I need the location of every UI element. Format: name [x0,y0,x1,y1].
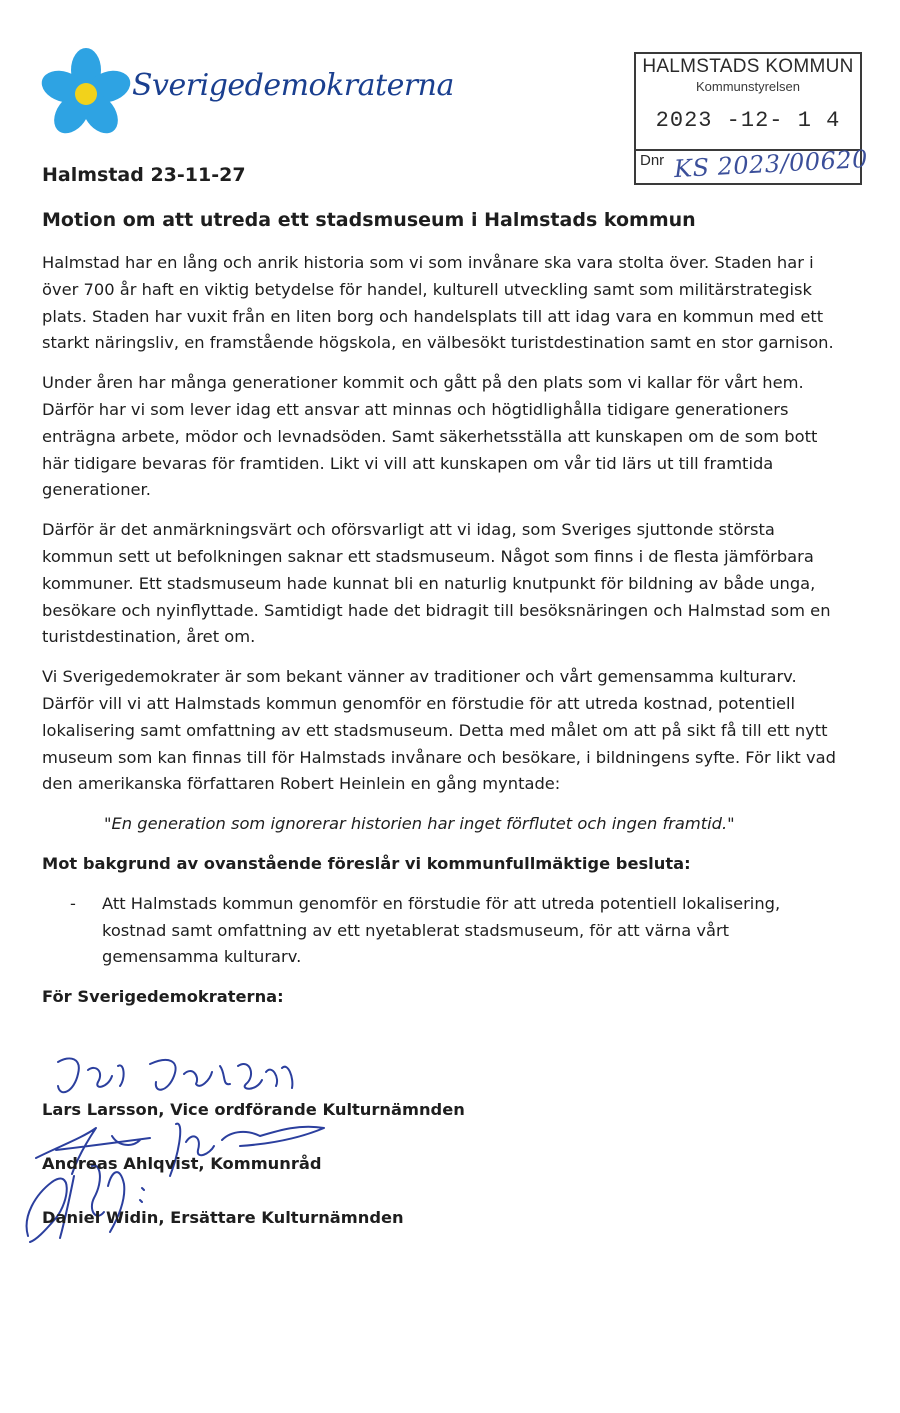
letter-title: Motion om att utreda ett stadsmuseum i Halmstads kommun [42,209,696,231]
paragraph-2: Under åren har många generationer kommit och gått på den plats som vi kallar för vårt hem. Därför har vi som lever idag ett ansvar att minnas och högtidlighålla tidigare generationers enträgna arbete, mödor och levnadsöden. Samt säkerhetsställa att kunskapen om de som bott här tidigare bevaras för framtiden. Likt vi vill att kunskapen om vår tid lärs ut till framtida generationer. [42,373,818,500]
signatory-name-2: Andreas Ahlqvist, Kommunråd [42,1154,322,1173]
signatory-name-3: Daniel Widin, Ersättare Kulturnämnden [42,1208,404,1227]
paragraph-3: Därför är det anmärkningsvärt och oförsvarligt att vi idag, som Sveriges sjuttonde största kommun sett ut befolkningen saknar ett stadsmuseum. Något som finns i de flesta jämförbara kommuner. Ett stadsmuseum hade kunnat bli en naturlig knutpunkt för bildning av både unga, besökare och nyinflyttade. Samtidigt hade det bidragit till besöksnäringen och Halmstad som en turistdestination, året om. [42,520,831,647]
paragraph-4: Vi Sverigedemokrater är som bekant vänner av traditioner och vårt gemensamma kulturarv. Därför vill vi att Halmstads kommun genomför en förstudie för att utreda kostnad, potentiell lokalisering samt omfattning av ett stadsmuseum. Detta med målet om att på sikt få till ett nytt museum som kan finnas till för Halmstads invånare och besökare, i bildningens syfte. För likt vad den amerikanska författaren Robert Heinlein en gång myntade: [42,667,836,794]
signoff: För Sverigedemokraterna: [42,987,284,1007]
bullet-marker: - [70,893,76,913]
proposal-item-text: Att Halmstads kommun genomför en förstudie för att utreda potentiell lokalisering, kostnad samt omfattning av ett nyetablerat stadsmuseum, för att värna vårt gemensamma kulturarv. [102,893,781,967]
signature-daniel-widin [27,1165,144,1242]
signature-lars-larsson [58,1058,292,1092]
stamp-date: 2023 -12- 1 4 [655,108,841,133]
stamp-subtitle: Kommunstyrelsen [695,79,801,94]
proposal-heading: Mot bakgrund av ovanstående föreslår vi kommunfullmäktige besluta: [42,853,691,873]
party-logo-text: Sverigedemokraterna [132,68,454,103]
stamp-title: HALMSTADS KOMMUN [642,56,854,77]
heinlein-quote: "En generation som ignorerar historien har inget förflutet och ingen framtid." [104,814,735,834]
stamp-dnr-value: KS 2023/00620 [673,144,869,184]
signatory-name-1: Lars Larsson, Vice ordförande Kulturnämnden [42,1100,465,1119]
paragraph-1: Halmstad har en lång och anrik historia som vi som invånare ska vara stolta över. Staden har i över 700 år haft en viktig betydelse för handel, kulturell utveckling samt som militärstrategisk plats. Staden har vuxit från en liten borg och handelsplats till att idag vara en kommun med ett starkt näringsliv, en framstående högskola, en välbesökt turistdestination samt en stor garnison. [42,253,834,353]
letter-date: Halmstad 23-11-27 [42,164,246,186]
stamp-dnr-label: Dnr [640,152,665,169]
